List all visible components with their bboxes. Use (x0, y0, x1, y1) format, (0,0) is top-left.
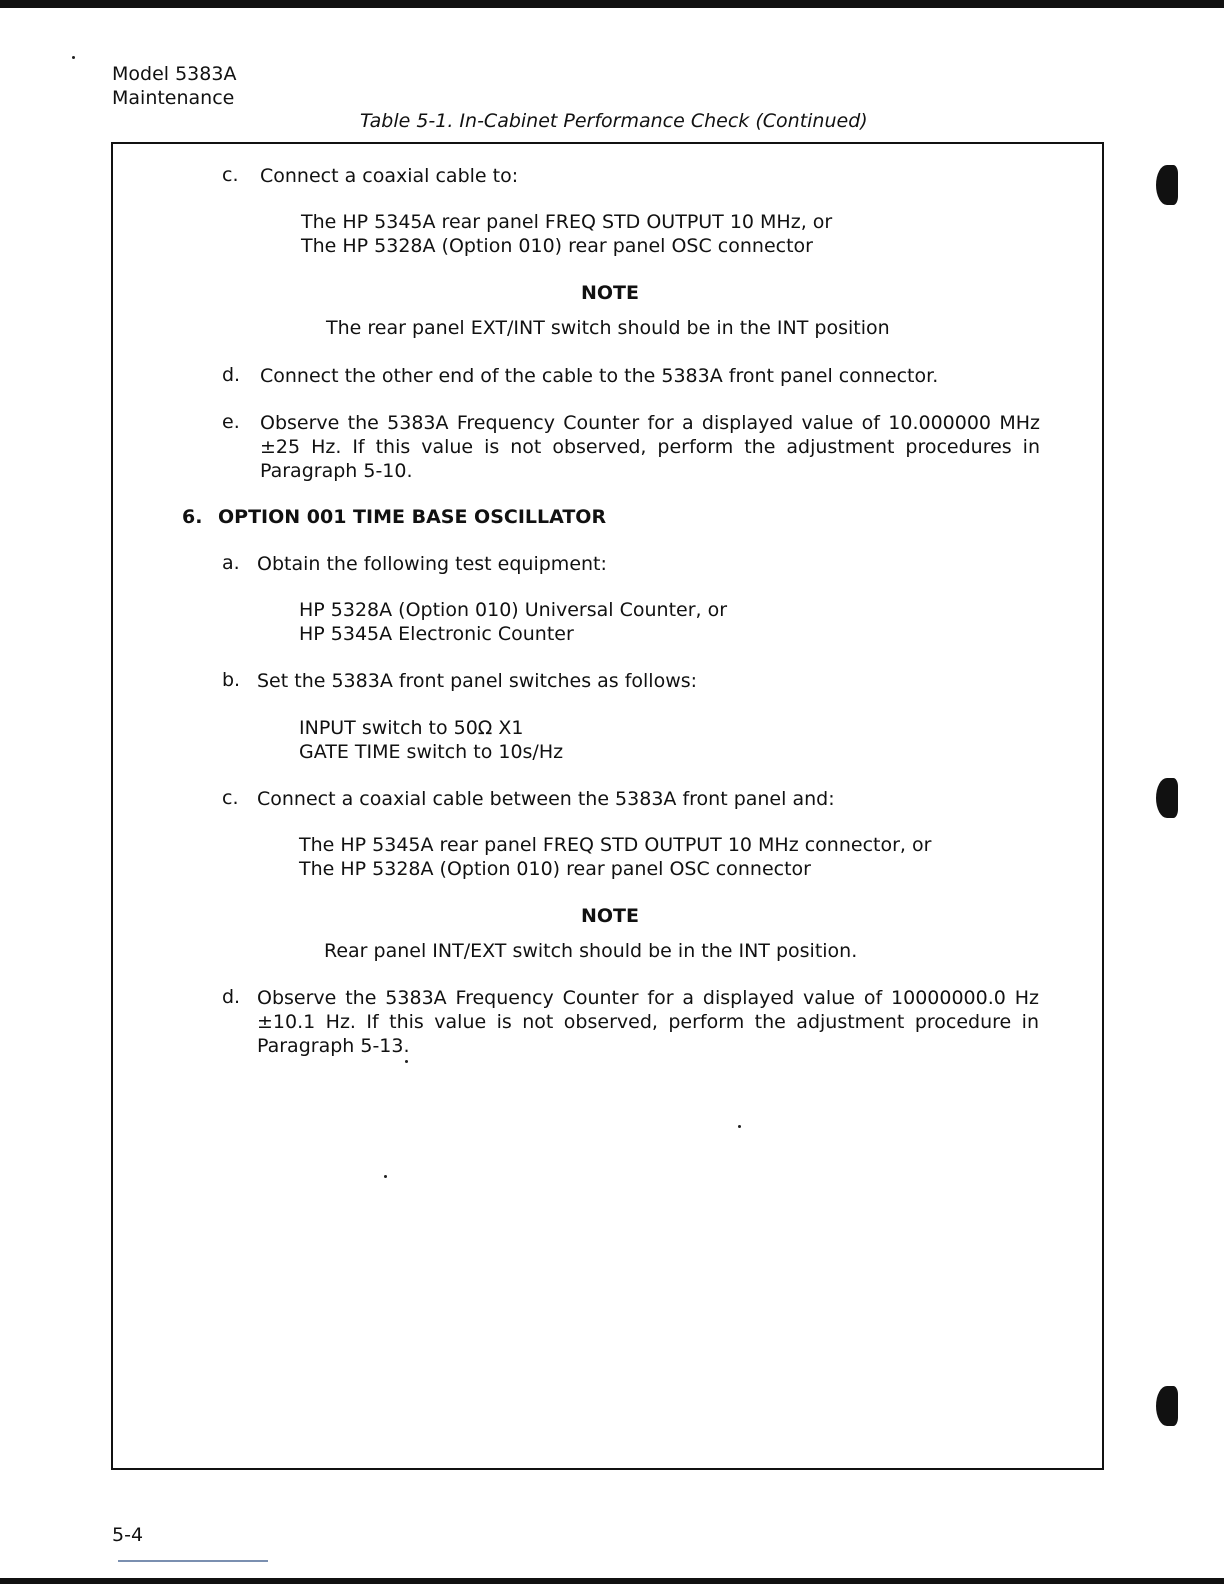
step6a-marker: a. (222, 552, 240, 574)
top-border (0, 0, 1224, 8)
bottom-border (0, 1578, 1224, 1584)
note2-text: Rear panel INT/EXT switch should be in the INT position. (324, 940, 858, 962)
step6d-marker: d. (222, 986, 241, 1008)
model-label: Model 5383A (112, 63, 237, 85)
binder-hole-mark (1156, 1386, 1178, 1426)
section-label: Maintenance (112, 87, 235, 109)
step6-number: 6. (182, 506, 203, 528)
note2-title: NOTE (581, 905, 639, 927)
step5e-marker: e. (222, 411, 240, 433)
step6b-marker: b. (222, 669, 241, 691)
step5c-marker: c. (222, 164, 239, 186)
step5c-text: Connect a coaxial cable to: (260, 165, 519, 187)
step6b-text: Set the 5383A front panel switches as follows: (257, 670, 698, 692)
step5c-line-2: The HP 5328A (Option 010) rear panel OSC connector (301, 235, 813, 257)
page-number: 5-4 (112, 1524, 144, 1546)
step6b-line-2: GATE TIME switch to 10s/Hz (299, 741, 564, 763)
step6a-line-1: HP 5328A (Option 010) Universal Counter, or (299, 599, 728, 621)
binder-hole-mark (1156, 165, 1178, 205)
scan-speck (405, 1060, 408, 1063)
step6d-text: Observe the 5383A Frequency Counter for a displayed value of 10000000.0 Hz ±10.1 Hz. If this value is not observed, perform the adjustment procedure in Paragraph 5-13. (257, 987, 1039, 1057)
step6b-line-1: INPUT switch to 50Ω X1 (299, 717, 524, 739)
table-caption: Table 5-1. In-Cabinet Performance Check (Continued) (360, 110, 868, 132)
note-text: The rear panel EXT/INT switch should be in the INT position (326, 317, 890, 339)
binder-hole-mark (1156, 778, 1178, 818)
step6c-text: Connect a coaxial cable between the 5383A front panel and: (257, 788, 835, 810)
scan-speck (384, 1175, 387, 1178)
scan-speck (72, 56, 75, 59)
step6c-line-1: The HP 5345A rear panel FREQ STD OUTPUT 10 MHz connector, or (299, 834, 932, 856)
step5e-text: Observe the 5383A Frequency Counter for a displayed value of 10.000000 MHz ±25 Hz. If this value is not observed, perform the adjustment procedures in Paragraph 5-10. (260, 412, 1040, 482)
step5d-text: Connect the other end of the cable to the 5383A front panel connector. (260, 365, 939, 387)
step6c-marker: c. (222, 787, 239, 809)
step6a-line-2: HP 5345A Electronic Counter (299, 623, 574, 645)
note-title: NOTE (581, 282, 639, 304)
step6a-text: Obtain the following test equipment: (257, 553, 607, 575)
step6c-line-2: The HP 5328A (Option 010) rear panel OSC connector (299, 858, 811, 880)
scan-speck (738, 1125, 741, 1128)
step5c-line-1: The HP 5345A rear panel FREQ STD OUTPUT 10 MHz, or (301, 211, 833, 233)
step5d-marker: d. (222, 364, 241, 386)
step6-title: OPTION 001 TIME BASE OSCILLATOR (218, 506, 607, 528)
bottom-rule (118, 1560, 268, 1562)
